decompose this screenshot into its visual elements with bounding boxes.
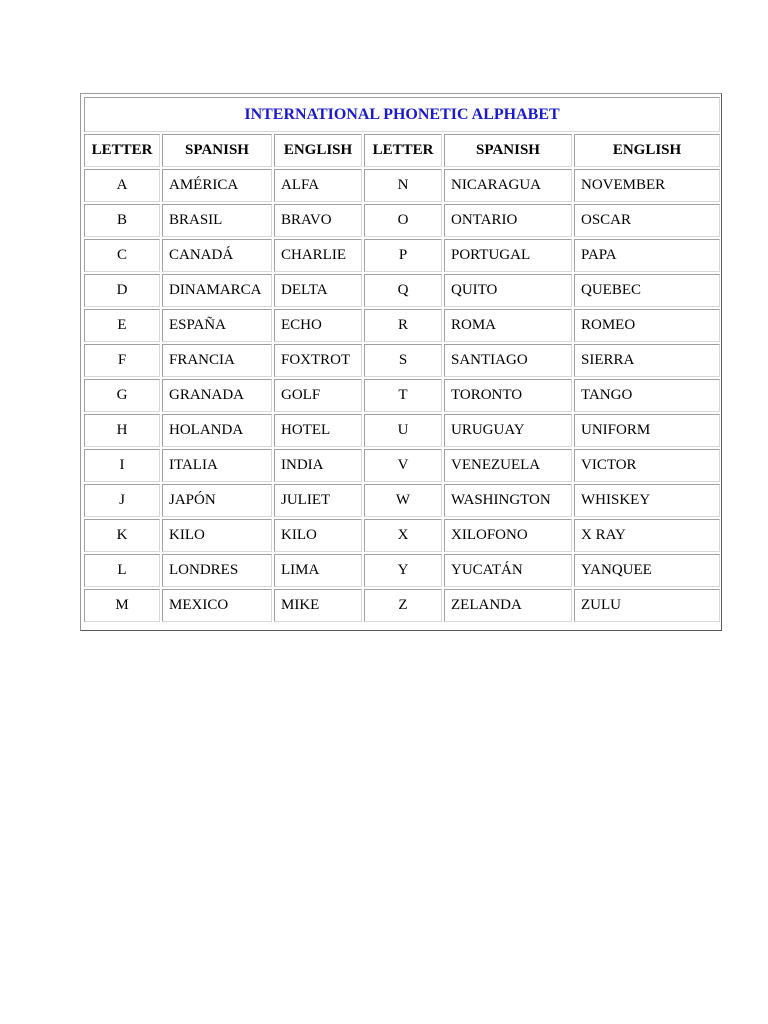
spanish-word-cell: GRANADA — [162, 379, 272, 412]
english-word-cell: NOVEMBER — [574, 169, 720, 202]
phonetic-alphabet-table — [82, 95, 722, 624]
english-word-cell: QUEBEC — [574, 274, 720, 307]
spanish-word-cell: CANADÁ — [162, 239, 272, 272]
table-row — [84, 274, 720, 307]
header-letter: LETTER — [364, 134, 442, 167]
english-word-cell: INDIA — [274, 449, 362, 482]
table-row — [84, 204, 720, 237]
spanish-word-cell: NICARAGUA — [444, 169, 572, 202]
spanish-word-cell: ITALIA — [162, 449, 272, 482]
table-row — [84, 309, 720, 342]
spanish-word-cell: SANTIAGO — [444, 344, 572, 377]
english-word-cell: ZULU — [574, 589, 720, 622]
spanish-word-cell: URUGUAY — [444, 414, 572, 447]
english-word-cell: DELTA — [274, 274, 362, 307]
spanish-word-cell: FRANCIA — [162, 344, 272, 377]
english-word-cell: YANQUEE — [574, 554, 720, 587]
phonetic-alphabet-table-frame — [80, 93, 722, 631]
letter-cell: T — [364, 379, 442, 412]
english-word-cell: SIERRA — [574, 344, 720, 377]
english-word-cell: ECHO — [274, 309, 362, 342]
spanish-word-cell: WASHINGTON — [444, 484, 572, 517]
header-row — [84, 134, 720, 167]
letter-cell: J — [84, 484, 160, 517]
table-title: INTERNATIONAL PHONETIC ALPHABET — [84, 97, 720, 132]
table-row — [84, 589, 720, 622]
table-row — [84, 519, 720, 552]
english-word-cell: MIKE — [274, 589, 362, 622]
english-word-cell: HOTEL — [274, 414, 362, 447]
letter-cell: Q — [364, 274, 442, 307]
table-row — [84, 554, 720, 587]
letter-cell: K — [84, 519, 160, 552]
letter-cell: W — [364, 484, 442, 517]
english-word-cell: BRAVO — [274, 204, 362, 237]
letter-cell: F — [84, 344, 160, 377]
letter-cell: X — [364, 519, 442, 552]
table-row — [84, 484, 720, 517]
english-word-cell: LIMA — [274, 554, 362, 587]
spanish-word-cell: AMÉRICA — [162, 169, 272, 202]
letter-cell: I — [84, 449, 160, 482]
letter-cell: E — [84, 309, 160, 342]
english-word-cell: ALFA — [274, 169, 362, 202]
letter-cell: O — [364, 204, 442, 237]
english-word-cell: PAPA — [574, 239, 720, 272]
spanish-word-cell: HOLANDA — [162, 414, 272, 447]
spanish-word-cell: ZELANDA — [444, 589, 572, 622]
english-word-cell: CHARLIE — [274, 239, 362, 272]
letter-cell: N — [364, 169, 442, 202]
spanish-word-cell: KILO — [162, 519, 272, 552]
table-body — [84, 169, 720, 622]
letter-cell: V — [364, 449, 442, 482]
header-english: ENGLISH — [574, 134, 720, 167]
spanish-word-cell: DINAMARCA — [162, 274, 272, 307]
letter-cell: Z — [364, 589, 442, 622]
english-word-cell: X RAY — [574, 519, 720, 552]
header-english: ENGLISH — [274, 134, 362, 167]
table-row — [84, 169, 720, 202]
english-word-cell: JULIET — [274, 484, 362, 517]
spanish-word-cell: VENEZUELA — [444, 449, 572, 482]
letter-cell: D — [84, 274, 160, 307]
spanish-word-cell: PORTUGAL — [444, 239, 572, 272]
spanish-word-cell: BRASIL — [162, 204, 272, 237]
spanish-word-cell: MEXICO — [162, 589, 272, 622]
spanish-word-cell: XILOFONO — [444, 519, 572, 552]
table-row — [84, 239, 720, 272]
english-word-cell: ROMEO — [574, 309, 720, 342]
spanish-word-cell: ONTARIO — [444, 204, 572, 237]
spanish-word-cell: JAPÓN — [162, 484, 272, 517]
table-row — [84, 344, 720, 377]
letter-cell: M — [84, 589, 160, 622]
english-word-cell: FOXTROT — [274, 344, 362, 377]
letter-cell: Y — [364, 554, 442, 587]
english-word-cell: GOLF — [274, 379, 362, 412]
table-row — [84, 414, 720, 447]
spanish-word-cell: LONDRES — [162, 554, 272, 587]
title-row — [84, 97, 720, 132]
letter-cell: S — [364, 344, 442, 377]
letter-cell: P — [364, 239, 442, 272]
letter-cell: C — [84, 239, 160, 272]
header-spanish: SPANISH — [162, 134, 272, 167]
header-spanish: SPANISH — [444, 134, 572, 167]
spanish-word-cell: ESPAÑA — [162, 309, 272, 342]
english-word-cell: KILO — [274, 519, 362, 552]
spanish-word-cell: ROMA — [444, 309, 572, 342]
letter-cell: G — [84, 379, 160, 412]
letter-cell: H — [84, 414, 160, 447]
table-row — [84, 449, 720, 482]
spanish-word-cell: YUCATÁN — [444, 554, 572, 587]
english-word-cell: VICTOR — [574, 449, 720, 482]
letter-cell: A — [84, 169, 160, 202]
header-letter: LETTER — [84, 134, 160, 167]
letter-cell: U — [364, 414, 442, 447]
spanish-word-cell: QUITO — [444, 274, 572, 307]
letter-cell: R — [364, 309, 442, 342]
letter-cell: L — [84, 554, 160, 587]
table-row — [84, 379, 720, 412]
english-word-cell: UNIFORM — [574, 414, 720, 447]
spanish-word-cell: TORONTO — [444, 379, 572, 412]
english-word-cell: OSCAR — [574, 204, 720, 237]
english-word-cell: TANGO — [574, 379, 720, 412]
english-word-cell: WHISKEY — [574, 484, 720, 517]
letter-cell: B — [84, 204, 160, 237]
